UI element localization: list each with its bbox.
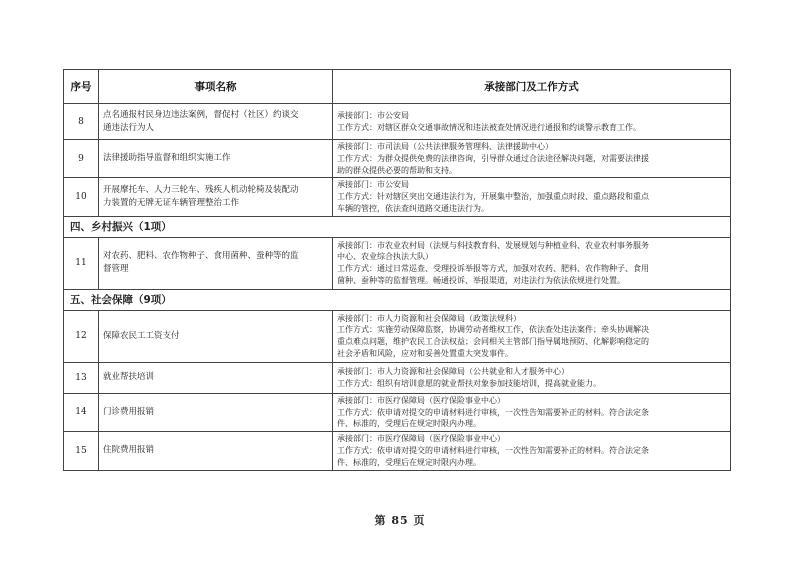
- item-name-line: 门诊费用报销: [103, 406, 155, 417]
- dept-line: 工作方式：依申请对提交的申请材料进行审核，一次性告知需要补正的材料。符合法定条: [337, 445, 649, 455]
- dept-line: 承接部门：市人力资源和社会保障局（公共就业和人才服务中心）: [337, 366, 569, 376]
- row-number: 13: [64, 362, 99, 393]
- row-item-name: [99, 178, 333, 216]
- dept-line: 工作方式：依申请对提交的申请材料进行审核，一次性告知需要补正的材料。符合法定条: [337, 407, 649, 417]
- item-name-line: 点名通报村民身边违法案例，督促村（社区）约谈交: [103, 109, 299, 120]
- table-row: [64, 104, 731, 140]
- dept-line: 重点难点问题，维护农民工合法权益；会同相关主管部门指导属地预防、化解影响稳定的: [337, 337, 649, 347]
- row-department-method: [333, 362, 731, 393]
- row-item-name: [99, 237, 333, 289]
- row-department-method: [333, 178, 731, 216]
- row-number: 15: [64, 432, 99, 470]
- row-number: 11: [64, 237, 99, 289]
- item-name-line: 法律援助指导监督和组织实施工作: [103, 153, 231, 164]
- dept-line: 承接部门：市医疗保障局（医疗保险事业中心）: [337, 434, 505, 444]
- service-items-table: [63, 69, 731, 471]
- dept-line: 承接部门：市人力资源和社会保障局（政策法规科）: [337, 313, 521, 323]
- item-name-line: 力装置的无牌无证车辆管理整治工作: [103, 198, 240, 209]
- dept-line: 承接部门：市农业农村局（法规与科技教育科、发展规划与种植业科、农业农村事务服务: [337, 240, 649, 250]
- section-title-rural-revitalization: 四、乡村振兴（1项）: [64, 216, 731, 237]
- header-number: 序号: [64, 70, 99, 104]
- row-number: 8: [64, 104, 99, 140]
- section-row: [64, 216, 731, 237]
- row-number: 14: [64, 393, 99, 431]
- row-department-method: [333, 104, 731, 140]
- row-number: 12: [64, 310, 99, 362]
- table-row: [64, 310, 731, 362]
- table-row: [64, 393, 731, 431]
- row-item-name: [99, 104, 333, 140]
- row-item-name: [99, 432, 333, 470]
- table-row: [64, 140, 731, 178]
- dept-line: 工作方式：为群众提供免费的法律咨询，引导群众通过合法途径解决问题，对需要法律援: [337, 153, 649, 163]
- item-name-line: 通违法行为人: [103, 122, 155, 133]
- section-row: [64, 289, 731, 310]
- dept-line: 菌种、蚕种等的监督管理。畅通投诉、举报渠道，对违法行为依法依规进行处置。: [337, 276, 625, 286]
- item-name-line: 对农药、肥料、农作物种子、食用菌种、蚕种等的监: [103, 251, 299, 262]
- dept-line: 工作方式：针对辖区突出交通违法行为，开展集中整治，加强重点时段、重点路段和重点: [337, 192, 649, 202]
- dept-line: 承接部门：市公安局: [337, 180, 409, 190]
- row-department-method: [333, 432, 731, 470]
- row-item-name: [99, 362, 333, 393]
- row-item-name: [99, 140, 333, 178]
- dept-line: 工作方式：组织有培训意愿的就业帮扶对象参加技能培训，提高就业能力。: [337, 378, 601, 388]
- row-department-method: [333, 393, 731, 431]
- dept-line: 中心、农业综合执法大队）: [337, 252, 433, 262]
- table-row: [64, 432, 731, 470]
- row-number: 9: [64, 140, 99, 178]
- item-name-line: 保障农民工工资支付: [103, 330, 180, 341]
- item-name-line: 住院费用报销: [103, 445, 155, 456]
- header-department-method: 承接部门及工作方式: [333, 70, 731, 104]
- item-name-line: 开展摩托车、人力三轮车、残疾人机动轮椅及装配动: [103, 185, 299, 196]
- dept-line: 车辆的管控，依法查纠道路交通违法行为。: [337, 203, 489, 213]
- table-header-row: [64, 70, 731, 104]
- item-name-line: 就业帮扶培训: [103, 372, 155, 383]
- dept-line: 件、标准的，受理后在规定时限内办理。: [337, 419, 481, 429]
- row-department-method: [333, 310, 731, 362]
- page-number: 第 85 页: [374, 514, 426, 527]
- section-title-social-security: 五、社会保障（9项）: [64, 289, 731, 310]
- dept-line: 工作方式：对辖区群众交通事故情况和违法被查处情况进行通报和约谈警示教育工作。: [337, 122, 641, 132]
- row-item-name: [99, 310, 333, 362]
- row-department-method: [333, 237, 731, 289]
- dept-line: 件、标准的，受理后在规定时限内办理。: [337, 457, 481, 467]
- dept-line: 工作方式：通过日常巡查、受理投诉举报等方式，加强对农药、肥料、农作物种子、食用: [337, 264, 649, 274]
- row-item-name: [99, 393, 333, 431]
- dept-line: 承接部门：市公安局: [337, 110, 409, 120]
- dept-line: 承接部门：市医疗保障局（医疗保险事业中心）: [337, 395, 505, 405]
- dept-line: 工作方式：实施劳动保障监察，协调劳动者维权工作，依法查处违法案件；牵头协调解决: [337, 325, 649, 335]
- dept-line: 承接部门：市司法局（公共法律服务管理科、法律援助中心）: [337, 142, 553, 151]
- header-item-name: 事项名称: [99, 70, 333, 104]
- table-row: [64, 237, 731, 289]
- row-number: 10: [64, 178, 99, 216]
- row-department-method: [333, 140, 731, 178]
- item-name-line: 督管理: [103, 264, 129, 275]
- table-row: [64, 362, 731, 393]
- table-row: [64, 178, 731, 216]
- dept-line: 社会矛盾和风险，应对和妥善处置重大突发事件。: [337, 349, 513, 359]
- dept-line: 助的群众提供必要的帮助和支持。: [337, 165, 457, 175]
